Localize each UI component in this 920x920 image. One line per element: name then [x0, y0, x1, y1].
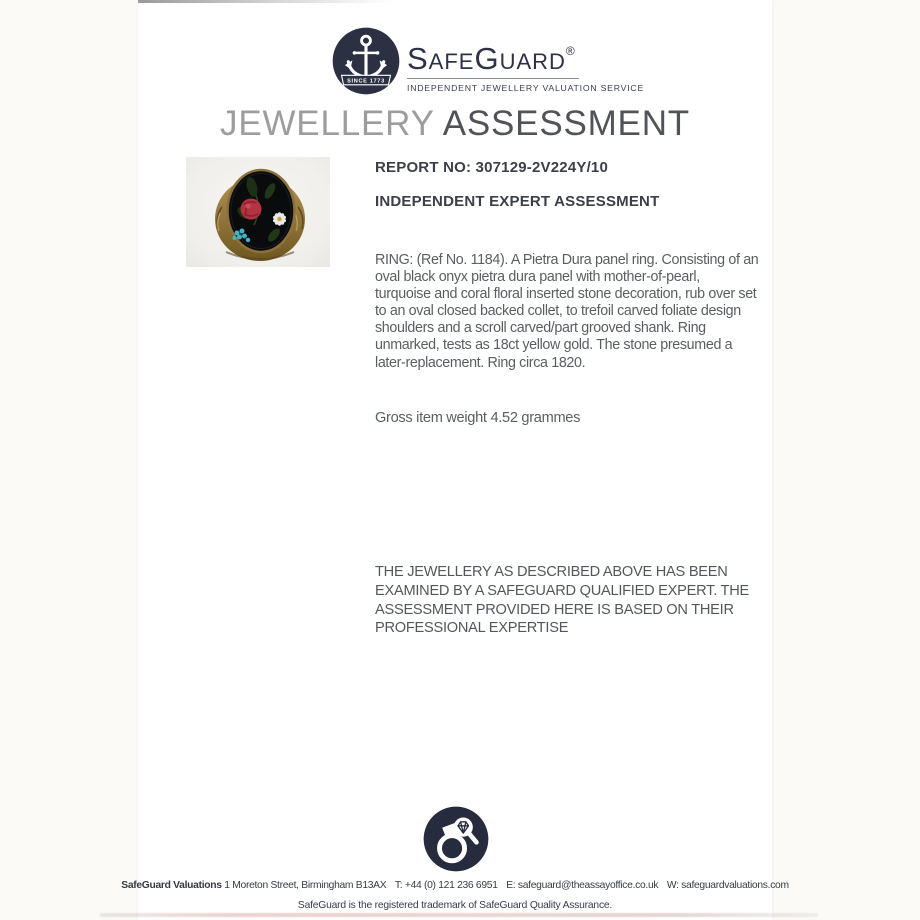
footer-email: E: safeguard@theassayoffice.co.uk	[506, 880, 659, 891]
brand-divider	[407, 78, 579, 79]
gross-weight: Gross item weight 4.52 grammes	[375, 410, 581, 426]
registered-trademark-symbol: ®	[565, 44, 575, 58]
safeguard-anchor-logo	[332, 27, 400, 95]
ring-magnifier-icon	[423, 806, 489, 872]
item-description: RING: (Ref No. 1184). A Pietra Dura panel ring. Consisting of an oval black onyx pietra dura panel with mother-of-pearl, turquoise and coral floral inserted stone decoration, rub over set to an oval closed backed collet, to trefoil carved foliate design shoulders and a scroll carved/part grooved shank. Ring unmarked, tests as 18ct yellow gold. The stone presumed a later-replacement. Ring circa 1820.	[375, 252, 759, 371]
footer-contact-line	[78, 880, 832, 891]
brand-name	[407, 34, 597, 76]
assessment-statement: THE JEWELLERY AS DESCRIBED ABOVE HAS BEEN EXAMINED BY A SAFEGUARD QUALIFIED EXPERT. THE ASSESSMENT PROVIDED HERE IS BASED ON THEIR PROFESSIONAL EXPERTISE	[375, 564, 749, 637]
scan-artifact-top	[138, 0, 394, 3]
page-title-word2: ASSESSMENT	[442, 104, 690, 143]
footer-company: SafeGuard Valuations	[121, 880, 222, 891]
report-number: REPORT NO: 307129-2V224Y/10	[375, 159, 609, 176]
safeguard-wordmark	[407, 34, 645, 93]
footer-trademark-line: SafeGuard is the registered trademark of SafeGuard Quality Assurance.	[297, 900, 613, 911]
document-page	[121, 0, 789, 920]
footer-phone: T: +44 (0) 121 236 6951	[394, 880, 498, 891]
anchor-icon	[332, 27, 400, 95]
brand-tagline: INDEPENDENT JEWELLERY VALUATION SERVICE	[407, 83, 645, 93]
page-title-word1: JEWELLERY	[220, 104, 435, 143]
scan-artifact-bottom	[100, 913, 818, 917]
ring-photo	[186, 157, 330, 267]
footer-address: 1 Moreton Street, Birmingham B13AX	[224, 880, 387, 891]
brand-text: SafeGuard	[407, 41, 566, 76]
ring-photo-image	[186, 157, 330, 267]
report-subheading: INDEPENDENT EXPERT ASSESSMENT	[375, 193, 660, 210]
since-1773-badge: SINCE 1773	[347, 78, 385, 85]
safeguard-seal	[423, 806, 489, 872]
page-title	[138, 104, 772, 144]
footer-website: W: safeguardvaluations.com	[666, 880, 789, 891]
